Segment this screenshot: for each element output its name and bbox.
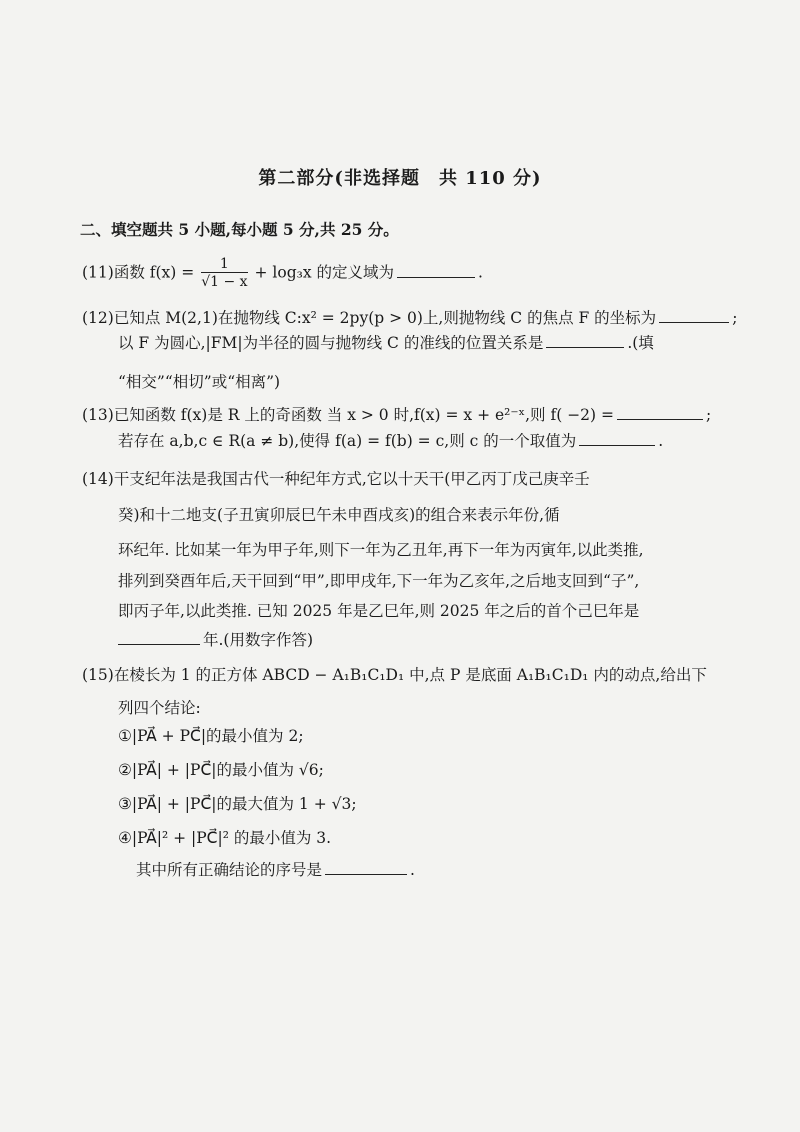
q13-end-1: ; xyxy=(706,406,712,424)
q15-conclusion-3: ③|PA⃗| + |PC⃗|的最大值为 1 + √3; xyxy=(118,795,357,813)
q11-fraction xyxy=(201,256,247,291)
question-12-line3: “相交”“相切”或“相离”) xyxy=(118,373,281,391)
question-14-line5: 即丙子年,以此类推. 已知 2025 年是乙巳年,则 2025 年之后的首个己巳年是 xyxy=(118,602,640,620)
question-13-line2 xyxy=(118,431,663,451)
q13-text-2: 若存在 a,b,c ∈ R(a ≠ b),使得 f(a) = f(b) = c,则 c 的一个取值为 xyxy=(118,432,577,450)
question-14-line6 xyxy=(118,630,313,650)
question-14-line2: 癸)和十二地支(子丑寅卯辰巳午未申酉戌亥)的组合来表示年份,循 xyxy=(118,506,560,524)
q15-ask xyxy=(136,860,415,880)
q15-ask-end: . xyxy=(410,861,415,879)
q11-prefix: 函数 f(x) = xyxy=(113,263,195,282)
q11-frac-den: √1 − x xyxy=(201,274,248,290)
question-14-line3: 环纪年. 比如某一年为甲子年,则下一年为乙丑年,再下一年为丙寅年,以此类推, xyxy=(118,541,644,559)
q12-answer-blank-1[interactable] xyxy=(659,308,729,323)
question-14-line1: (14)干支纪年法是我国古代一种纪年方式,它以十天干(甲乙丙丁戊己庚辛壬 xyxy=(82,470,590,488)
part-title: 第二部分(非选择题 共 110 分) xyxy=(258,168,542,189)
question-12-line2 xyxy=(118,333,654,353)
q15-ask-text: 其中所有正确结论的序号是 xyxy=(136,861,323,879)
q12-text-1: (12)已知点 M(2,1)在抛物线 C:x² = 2py(p > 0)上,则抛物线 C 的焦点 F 的坐标为 xyxy=(82,309,657,327)
q11-suffix: + log₃x 的定义域为 xyxy=(254,263,394,282)
q13-text-1: (13)已知函数 f(x)是 R 上的奇函数 当 x > 0 时,f(x) = x + e²⁻ˣ,则 f( −2) = xyxy=(82,406,615,424)
question-15-line1: (15)在棱长为 1 的正方体 ABCD − A₁B₁C₁D₁ 中,点 P 是底面 A₁B₁C₁D₁ 内的动点,给出下 xyxy=(82,666,707,684)
q13-end-2: . xyxy=(658,432,664,450)
section-heading: 二、填空题共 5 小题,每小题 5 分,共 25 分。 xyxy=(80,220,399,239)
question-12-line1 xyxy=(82,308,737,328)
question-11 xyxy=(82,256,483,291)
q12-text-2: 以 F 为圆心,|FM|为半径的圆与抛物线 C 的准线的位置关系是 xyxy=(118,334,544,352)
q15-conclusion-2: ②|PA⃗| + |PC⃗|的最小值为 √6; xyxy=(118,761,324,779)
q11-frac-num: 1 xyxy=(201,256,247,273)
q12-end-1: ; xyxy=(732,309,738,327)
question-13-line1 xyxy=(82,405,711,425)
q12-answer-blank-2[interactable] xyxy=(546,333,624,348)
q11-end: . xyxy=(478,263,483,282)
question-14-line4: 排列到癸酉年后,天干回到“甲”,即甲戌年,下一年为乙亥年,之后地支回到“子”, xyxy=(118,572,640,590)
q15-conclusion-4: ④|PA⃗|² + |PC⃗|² 的最小值为 3. xyxy=(118,829,332,847)
q14-text-6: 年.(用数字作答) xyxy=(203,631,314,649)
q14-answer-blank[interactable] xyxy=(118,630,200,645)
q13-answer-blank-2[interactable] xyxy=(579,431,655,446)
question-15-line2: 列四个结论: xyxy=(118,699,201,717)
q15-answer-blank[interactable] xyxy=(325,860,407,875)
q11-answer-blank[interactable] xyxy=(397,263,475,278)
q15-conclusion-1: ①|PA⃗ + PC⃗|的最小值为 2; xyxy=(118,727,304,745)
q11-number: (11) xyxy=(82,263,114,282)
q13-answer-blank-1[interactable] xyxy=(617,405,703,420)
q12-end-2: .(填 xyxy=(627,334,654,352)
